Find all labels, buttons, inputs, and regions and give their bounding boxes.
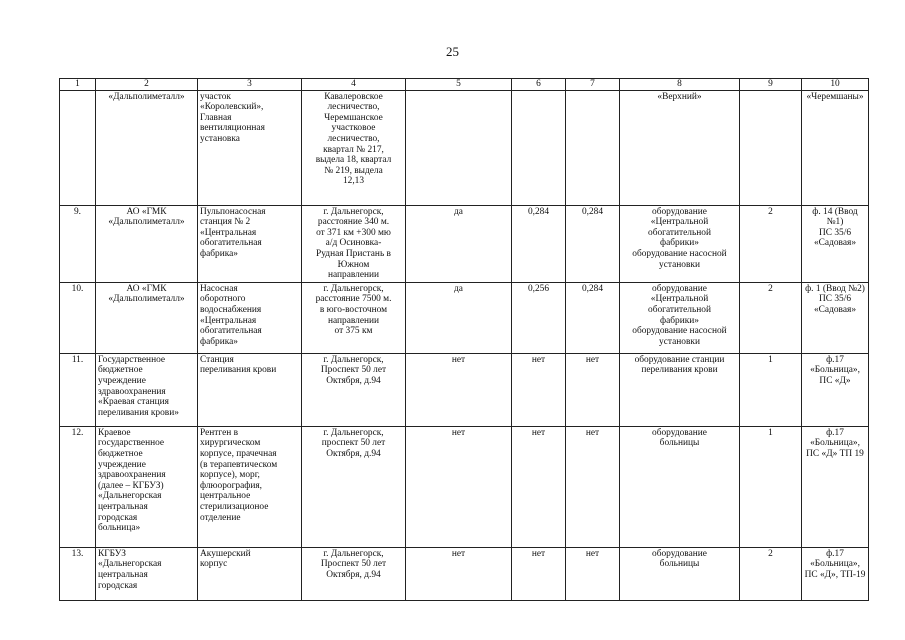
- col6-cell: нет: [512, 426, 566, 547]
- object-cell: Насосная оборотного водоснабжения «Центральная обогатительная фабрика»: [198, 282, 302, 353]
- location-cell: г. Дальнегорск, Проспект 50 лет Октября, д.94: [302, 547, 406, 600]
- column-header: 4: [302, 79, 406, 91]
- table-row: [60, 205, 869, 282]
- col6-cell: [512, 90, 566, 205]
- feeder-cell: ф.17 «Больница», ПС «Д», ТП-19: [802, 547, 869, 600]
- column-header: 3: [198, 79, 302, 91]
- col6-cell: нет: [512, 353, 566, 426]
- location-cell: г. Дальнегорск, расстояние 7500 м. в юго-восточном направлении от 375 км: [302, 282, 406, 353]
- col5-cell: да: [406, 205, 512, 282]
- feeder-cell: ф. 14 (Ввод №1) ПС 35/6 «Садовая»: [802, 205, 869, 282]
- col6-cell: 0,284: [512, 205, 566, 282]
- col5-cell: да: [406, 282, 512, 353]
- organization-cell: Государственное бюджетное учреждение здравоохранения «Краевая станция переливания крови»: [96, 353, 198, 426]
- page-number: 25: [446, 44, 459, 59]
- equipment-cell: оборудование станции переливания крови: [620, 353, 740, 426]
- col7-cell: [566, 90, 620, 205]
- feeder-cell: ф.17 «Больница», ПС «Д» ТП 19: [802, 426, 869, 547]
- object-cell: Пульпонасосная станция № 2 «Центральная обогатительная фабрика»: [198, 205, 302, 282]
- column-header: 9: [740, 79, 802, 91]
- category-cell: [740, 90, 802, 205]
- object-cell: Акушерский корпус: [198, 547, 302, 600]
- equipment-cell: оборудование больницы: [620, 426, 740, 547]
- column-header: 10: [802, 79, 869, 91]
- object-cell: Рентген в хирургическом корпусе, прачечная (в терапевтическом корпусе), морг, флюорография, центральное стерилизационое отделение: [198, 426, 302, 547]
- col5-cell: нет: [406, 353, 512, 426]
- row-number: 13.: [60, 547, 96, 600]
- category-cell: 1: [740, 353, 802, 426]
- col7-cell: нет: [566, 353, 620, 426]
- location-cell: г. Дальнегорск, Проспект 50 лет Октября, д.94: [302, 353, 406, 426]
- category-cell: 2: [740, 282, 802, 353]
- category-cell: 2: [740, 205, 802, 282]
- column-header: 2: [96, 79, 198, 91]
- column-header: 1: [60, 79, 96, 91]
- location-cell: Кавалеровское лесничество, Черемшанское участковое лесничество, квартал № 217, выдела 18, квартал № 219, выдела 12,13: [302, 90, 406, 205]
- equipment-cell: оборудование «Центральной обогатительной фабрики» оборудование насосной установки: [620, 205, 740, 282]
- col5-cell: нет: [406, 547, 512, 600]
- table-row: [60, 547, 869, 600]
- feeder-cell: ф.17 «Больница», ПС «Д»: [802, 353, 869, 426]
- row-number: 10.: [60, 282, 96, 353]
- col7-cell: нет: [566, 426, 620, 547]
- equipment-cell: оборудование «Центральной обогатительной фабрики» оборудование насосной установки: [620, 282, 740, 353]
- col5-cell: [406, 90, 512, 205]
- location-cell: г. Дальнегорск, проспект 50 лет Октября, д.94: [302, 426, 406, 547]
- equipment-cell: «Верхний»: [620, 90, 740, 205]
- organization-cell: КГБУЗ «Дальнегорская центральная городская: [96, 547, 198, 600]
- table-row: [60, 426, 869, 547]
- col7-cell: нет: [566, 547, 620, 600]
- col7-cell: 0,284: [566, 282, 620, 353]
- category-cell: 1: [740, 426, 802, 547]
- col6-cell: нет: [512, 547, 566, 600]
- column-header: 6: [512, 79, 566, 91]
- table-header-row: [60, 79, 869, 91]
- table-row: [60, 90, 869, 205]
- row-number: 11.: [60, 353, 96, 426]
- organization-cell: АО «ГМК «Дальполиметалл»: [96, 282, 198, 353]
- feeder-cell: «Черемшаны»: [802, 90, 869, 205]
- object-cell: участок «Королевский», Главная вентиляционная установка: [198, 90, 302, 205]
- infrastructure-table: [59, 78, 869, 601]
- col7-cell: 0,284: [566, 205, 620, 282]
- feeder-cell: ф. 1 (Ввод №2) ПС 35/6 «Садовая»: [802, 282, 869, 353]
- organization-cell: Краевое государственное бюджетное учреждение здравоохранения (далее – КГБУЗ) «Дальнегорская центральная городская больница»: [96, 426, 198, 547]
- equipment-cell: оборудование больницы: [620, 547, 740, 600]
- organization-cell: АО «ГМК «Дальполиметалл»: [96, 205, 198, 282]
- column-header: 8: [620, 79, 740, 91]
- table-row: [60, 282, 869, 353]
- organization-cell: «Дальполиметалл»: [96, 90, 198, 205]
- col5-cell: нет: [406, 426, 512, 547]
- location-cell: г. Дальнегорск, расстояние 340 м. от 371 км +300 мю а/д Осиновка- Рудная Пристань в Южном направлении: [302, 205, 406, 282]
- column-header: 7: [566, 79, 620, 91]
- row-number: 9.: [60, 205, 96, 282]
- row-number: 12.: [60, 426, 96, 547]
- table-row: [60, 353, 869, 426]
- col6-cell: 0,256: [512, 282, 566, 353]
- object-cell: Станция переливания крови: [198, 353, 302, 426]
- row-number: [60, 90, 96, 205]
- column-header: 5: [406, 79, 512, 91]
- category-cell: 2: [740, 547, 802, 600]
